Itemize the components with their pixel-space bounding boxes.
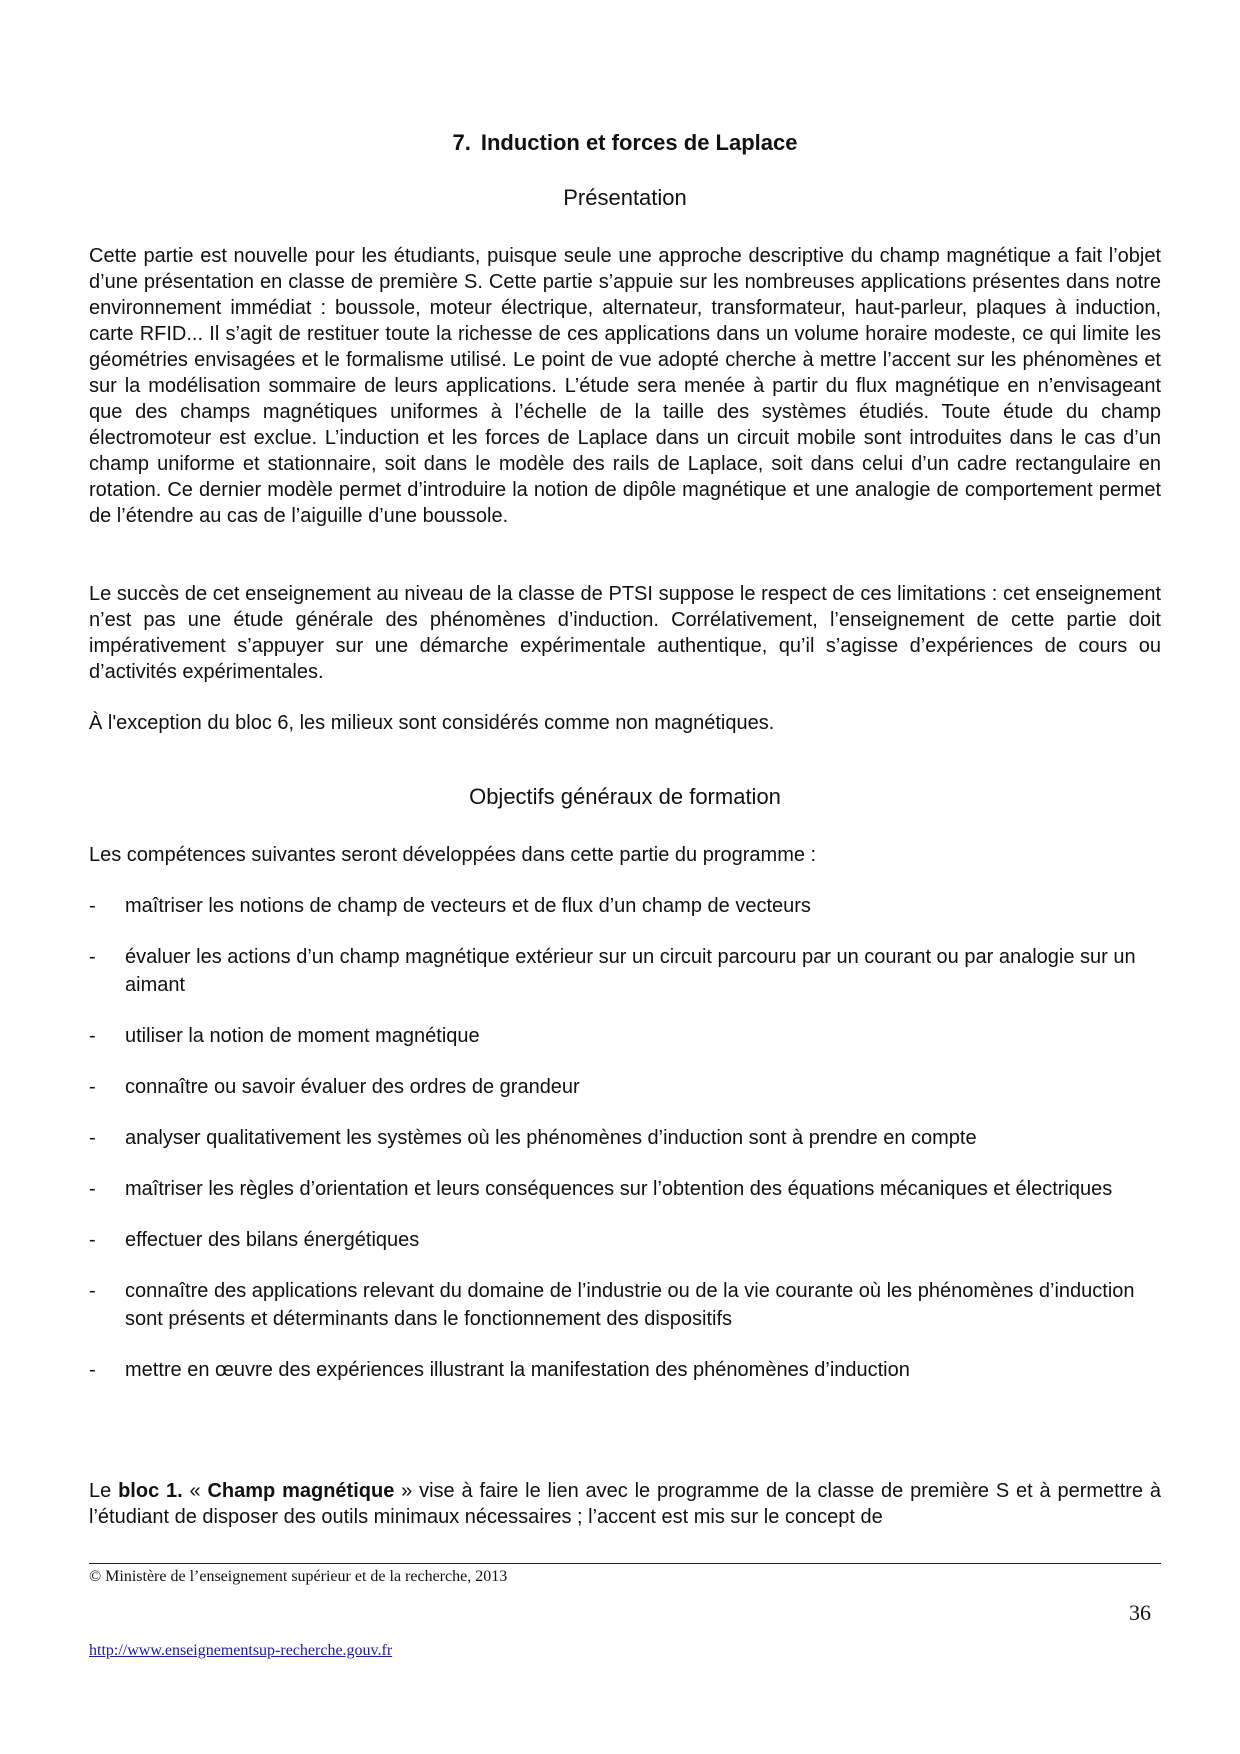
bloc1-label: bloc 1. <box>118 1480 183 1502</box>
bullet-dash: - <box>89 1076 96 1098</box>
list-item <box>89 1277 1161 1333</box>
list-item-text: utiliser la notion de moment magnétique <box>125 1025 480 1047</box>
presentation-paragraph: Cette partie est nouvelle pour les étudiants, puisque seule une approche descriptive du champ magnétique a fait l’objet d’une présentation en classe de première S. Cette partie s’appuie sur les nombreuses applications présentes dans notre environnement immédiat : boussole, moteur électrique, alternateur, transformateur, haut-parleur, plaques à induction, carte RFID... Il s’agit de restituer toute la richesse de ces applications dans un volume horaire modeste, ce qui limite les géométries envisagées et le formalisme utilisé. Le point de vue adopté cherche à mettre l’accent sur les phénomènes et sur la modélisation sommaire de leurs applications. L’étude sera menée à partir du flux magnétique en n’envisageant que des champs magnétiques uniformes à l’échelle de la taille des systèmes étudiés. Toute étude du champ électromoteur est exclue. L’induction et les forces de Laplace dans un circuit mobile sont introduites dans le cas d’un champ uniforme et stationnaire, soit dans le modèle des rails de Laplace, soit dans celui d’un cadre rectangulaire en rotation. Ce dernier modèle permet d’introduire la notion de dipôle magnétique et une analogie de comportement permet de l’étendre au cas de l’aiguille d’une boussole. <box>89 245 1161 527</box>
bullet-dash: - <box>89 946 96 968</box>
bloc1-paragraph <box>89 1478 1161 1530</box>
list-item-text: connaître des applications relevant du domaine de l’industrie ou de la vie courante où les phénomènes d’induction sont présents et déterminants dans le fonctionnement des dispositifs <box>125 1280 1135 1330</box>
section-title-text: Induction et forces de Laplace <box>480 130 798 155</box>
list-item <box>89 1124 1161 1152</box>
section-title <box>89 130 1161 156</box>
list-item-text: connaître ou savoir évaluer des ordres de grandeur <box>125 1076 580 1098</box>
footer-url-link[interactable]: http://www.enseignementsup-recherche.gouv.fr <box>89 1642 393 1659</box>
competences-list <box>89 892 1161 1407</box>
list-item <box>89 1356 1161 1384</box>
objectifs-heading: Objectifs généraux de formation <box>469 784 781 809</box>
presentation-paragraph: Le succès de cet enseignement au niveau de la classe de PTSI suppose le respect de ces limitations : cet enseignement n’est pas une étude générale des phénomènes d’induction. Corrélativement, l’enseignement de cette partie doit impérativement s’appuyer sur une démarche expérimentale authentique, qu’il s’agisse d’expériences de cours ou d’activités expérimentales. <box>89 583 1161 683</box>
list-item-text: effectuer des bilans énergétiques <box>125 1229 420 1251</box>
bullet-dash: - <box>89 1229 96 1251</box>
page-number: 36 <box>1129 1600 1151 1625</box>
list-item <box>89 943 1161 999</box>
bullet-dash: - <box>89 895 96 917</box>
section-number: 7. <box>452 130 471 155</box>
bloc1-prefix: Le <box>89 1480 119 1502</box>
footer-divider <box>89 1563 1161 1564</box>
list-item-text: maîtriser les notions de champ de vecteurs et de flux d’un champ de vecteurs <box>125 895 811 917</box>
list-item <box>89 1175 1161 1203</box>
bloc1-title: Champ magnétique <box>207 1480 395 1502</box>
bullet-dash: - <box>89 1280 96 1302</box>
list-item <box>89 1073 1161 1101</box>
presentation-paragraph: À l'exception du bloc 6, les milieux sont considérés comme non magnétiques. <box>89 712 775 734</box>
list-item <box>89 1226 1161 1254</box>
list-item-text: mettre en œuvre des expériences illustrant la manifestation des phénomènes d’induction <box>125 1359 910 1381</box>
bloc1-quote-close: » <box>394 1480 413 1502</box>
bullet-dash: - <box>89 1025 96 1047</box>
bloc1-text: vise à faire le lien avec le programme de la classe de première S et à permettre à l’étudiant de disposer des outils minimaux nécessaires ; l’accent est mis sur le concept de <box>89 1480 1161 1528</box>
footer-copyright: © Ministère de l’enseignement supérieur et de la recherche, 2013 <box>89 1568 508 1585</box>
list-item-text: évaluer les actions d’un champ magnétique extérieur sur un circuit parcouru par un courant ou par analogie sur un aimant <box>125 946 1136 996</box>
document-page <box>89 0 1161 1754</box>
list-item <box>89 1022 1161 1050</box>
presentation-heading: Présentation <box>563 185 687 210</box>
objectifs-intro: Les compétences suivantes seront développées dans cette partie du programme : <box>89 844 817 866</box>
list-item <box>89 892 1161 920</box>
bloc1-quote-open: « <box>182 1480 208 1502</box>
bullet-dash: - <box>89 1359 96 1381</box>
bullet-dash: - <box>89 1127 96 1149</box>
bullet-dash: - <box>89 1178 96 1200</box>
list-item-text: maîtriser les règles d’orientation et leurs conséquences sur l’obtention des équations mécaniques et électriques <box>125 1178 1113 1200</box>
list-item-text: analyser qualitativement les systèmes où les phénomènes d’induction sont à prendre en compte <box>125 1127 977 1149</box>
